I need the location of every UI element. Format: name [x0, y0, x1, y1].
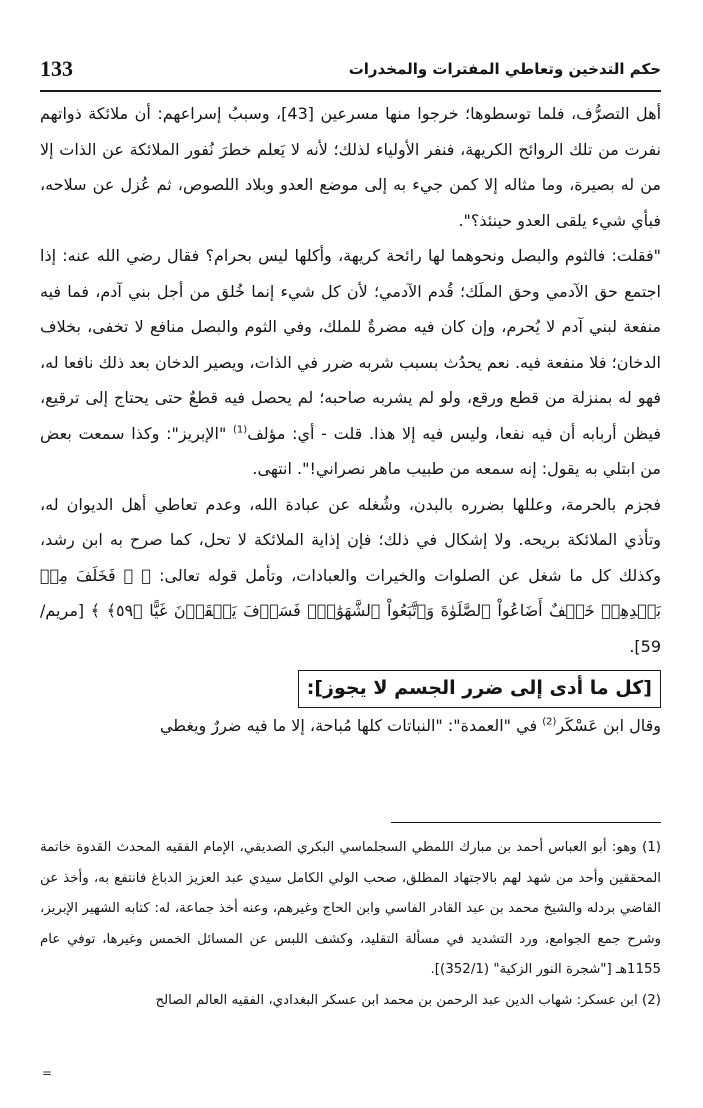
paragraph-3-text: فجزم بالحرمة، وعللها بضرره بالبدن، وشُغله عن عبادة الله، وعدم تعاطي أهل الديوان له، وتأذي الملائكة بريحه. ولا إشكال في ذلك؛ فإن إذاية الملائكة لا تحل، كما صرح به ابن رشد، وكذلك كل ما شغل عن الصلوات والخيرات والعبادات، وتأمل قوله تعالى:: [40, 494, 661, 585]
footnote-1: (1) وهو: أبو العباس أحمد بن مبارك اللمطي السجلماسي البكري الصديقي، الإمام الفقيه المحدث القدوة خاتمة المحققين وأحد من شهد لهم بالاجتهاد المطلق، صحب الولي الكامل سيدي عبد العزيز الدباغ فانتفع به، وأخذ عن القاضي بردله والشيخ محمد بن عبد القادر الفاسي وابن الحاج وغيرهم، وعنه أخذ جماعة، له: كتابه الشهير الإبريز، وشرح جمع الجوامع، ورد التشديد في مسألة التقليد، وكشف اللبس عن المسائل الخمس وغيرها، توفي عام 1155هـ ["شجرة النور الزكية" (352/1)].: [40, 840, 661, 977]
paragraph-2-text: "فقلت: فالثوم والبصل ونحوهما لها رائحة كريهة، وأكلها ليس بحرام؟ فقال رضي الله عنه: إذا اجتمع حق الآدمي وحق الملَك؛ قُدم الآدمي؛ لأن كل شيء إنما خُلق من أجل بني آدم، فما فيه منفعة لبني آدم لا يُحرم، وإن كان فيه مضرةٌ للملك، وفي الثوم والبصل منافع لا تخفى، بخلاف الدخان؛ فلا منفعة فيه. نعم يحدُث بسبب شربه ضرر في الذات، ويصير الدخان بعد ذلك نافعا له، فهو له بمنزلة من قطع ورقع، ولو لم يشربه صاحبه؛ لم يحصل فيه قطعٌ حتى يحتاج إلى ترقيع، فيظن أربابه أن فيه نفعا، وليس فيه إلا هذا. قلت - أي: مؤلف: [40, 246, 662, 443]
footnote-separator: [391, 822, 661, 823]
footnote-ref-2[interactable]: (2): [542, 716, 557, 728]
footnotes: [40, 833, 661, 1016]
verse-citation: [مريم/ 59].: [40, 601, 661, 656]
footnote-2: (2) ابن عسكر: شهاب الدين عبد الرحمن بن محمد ابن عسكر البغدادي، الفقيه العالم الصالح: [155, 992, 661, 1008]
paragraph-4-cont: في "العمدة": "النباتات كلها مُباحة، إلا ما فيه ضررٌ ويغطي: [159, 716, 538, 735]
page-number: 133: [40, 56, 73, 81]
footnote-ref-1[interactable]: (1): [233, 424, 248, 436]
main-text: [40, 96, 661, 744]
paragraph-4-text: وقال ابن عَسْكَر: [556, 716, 661, 735]
running-title: حكم التدخين وتعاطي المفترات والمخدرات: [348, 60, 661, 78]
paragraph-4: [40, 708, 661, 744]
section-heading-wrap: [40, 664, 661, 708]
continuation-mark: =: [42, 1066, 53, 1080]
page-header: [40, 52, 661, 92]
paragraph-1: أهل التصرُّف، فلما توسطوها؛ خرجوا منها مسرعين [43]، وسببُ إسراعهم: أن ملائكة ذواتهم نفرت من تلك الروائح الكريهة، فنفر الأولياء لذلك؛ لأنه لا يَعلم خطرَ نُفور الملائكة عن الذات إلا من له بصيرة، وما مثاله إلا كمن جيء به إلى موضع العدو وبلاد اللصوص، ثم عُزل عن سلاحه، فبأي شيء يلقى العدو حينئذ؟".: [40, 104, 662, 230]
quran-verse: ﴿ ۞ فَخَلَفَ مِنۢ بَعۡدِهِمۡ خَلۡفٌ أَضَاعُواْ ٱلصَّلَوٰةَ وَٱتَّبَعُواْ ٱلشَّهَوَٰتِۖ فَسَوۡفَ يَلۡقَوۡنَ غَيًّا ﴿٥٩﴾ ﴾: [40, 565, 661, 620]
paragraph-3: [40, 487, 661, 665]
paragraph-2-cont: "الإبريز": وكذا سمعت بعض من ابتلي به يقول: إنه سمعه من طبيب ماهر نصراني!". انتهى.: [40, 423, 661, 478]
paragraph-2: [40, 238, 661, 487]
section-heading: [كل ما أدى إلى ضرر الجسم لا يجوز]:: [298, 670, 661, 708]
